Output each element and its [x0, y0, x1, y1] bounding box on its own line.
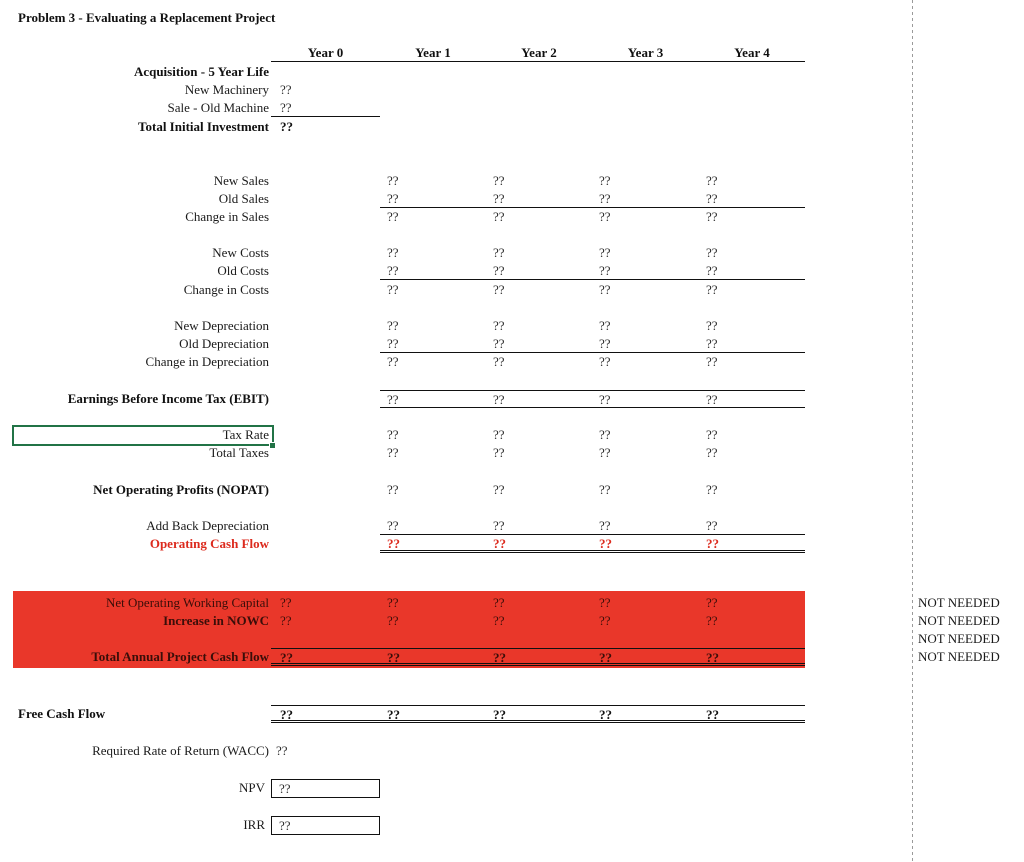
cell-old-sales-year-2[interactable]: ?? — [486, 190, 592, 208]
cell-new-costs-year-1[interactable]: ?? — [387, 245, 399, 260]
row-new-costs — [0, 244, 806, 262]
label-old-costs[interactable]: Old Costs — [217, 263, 269, 278]
label-old-sales[interactable]: Old Sales — [218, 191, 269, 206]
cell-operating-cash-flow-year-2[interactable]: ?? — [486, 535, 592, 553]
row-new-machinery — [0, 81, 806, 99]
cell-new-sales-year-1[interactable]: ?? — [387, 173, 399, 188]
cell-increase-in-nowc-year-2[interactable]: ?? — [493, 613, 505, 628]
cell-new-costs-year-4[interactable]: ?? — [706, 245, 718, 260]
cell-nopat-year-3[interactable]: ?? — [599, 482, 611, 497]
label-new-depreciation[interactable]: New Depreciation — [174, 318, 269, 333]
label-new-costs[interactable]: New Costs — [212, 245, 269, 260]
side-note-3[interactable]: NOT NEEDED — [918, 631, 1000, 646]
cell-add-back-depreciation-year-1[interactable]: ?? — [380, 517, 486, 535]
cell-nopat-year-2[interactable]: ?? — [493, 482, 505, 497]
row-npv — [0, 779, 806, 797]
cell-ebit-year-2[interactable]: ?? — [486, 390, 592, 408]
cell-operating-cash-flow-year-3[interactable]: ?? — [592, 535, 699, 553]
cell-free-cash-flow-year-3[interactable]: ?? — [592, 705, 699, 723]
cell-tax-rate-year-2[interactable]: ?? — [493, 427, 505, 442]
label-old-depreciation[interactable]: Old Depreciation — [179, 336, 269, 351]
cell-total-taxes-year-3[interactable]: ?? — [599, 445, 611, 460]
cell-old-depreciation-year-4[interactable]: ?? — [699, 335, 805, 353]
row-operating-cash-flow — [0, 535, 806, 553]
row-total-taxes — [0, 444, 806, 462]
cell-new-sales-year-2[interactable]: ?? — [493, 173, 505, 188]
side-note-4[interactable]: NOT NEEDED — [918, 649, 1000, 664]
cell-old-depreciation-year-2[interactable]: ?? — [486, 335, 592, 353]
cell-nopat-year-4[interactable]: ?? — [706, 482, 718, 497]
row-old-depreciation — [0, 335, 806, 353]
row-ebit — [0, 390, 806, 408]
cell-nopat-year-1[interactable]: ?? — [387, 482, 399, 497]
label-total-initial-investment[interactable]: Total Initial Investment — [138, 119, 269, 134]
cell-free-cash-flow-year-0[interactable]: ?? — [271, 705, 380, 723]
cell-nowc-year-1[interactable]: ?? — [387, 595, 399, 610]
cell-wacc-value[interactable]: ?? — [276, 743, 288, 758]
cell-old-costs-year-2[interactable]: ?? — [486, 262, 592, 280]
cell-change-in-sales-year-3[interactable]: ?? — [599, 209, 611, 224]
row-add-back-depreciation — [0, 517, 806, 535]
cell-increase-in-nowc-year-0[interactable]: ?? — [280, 613, 292, 628]
cell-operating-cash-flow-year-4[interactable]: ?? — [699, 535, 805, 553]
cell-ebit-year-1[interactable]: ?? — [380, 390, 486, 408]
cell-nowc-year-3[interactable]: ?? — [599, 595, 611, 610]
page-break-line — [912, 0, 913, 862]
row-change-in-sales — [0, 208, 806, 226]
cell-change-in-depreciation-year-3[interactable]: ?? — [599, 354, 611, 369]
cell-free-cash-flow-year-4[interactable]: ?? — [699, 705, 805, 723]
side-note-1[interactable]: NOT NEEDED — [918, 595, 1000, 610]
cell-new-depreciation-year-2[interactable]: ?? — [493, 318, 505, 333]
active-cell-selection — [12, 425, 274, 446]
row-new-depreciation — [0, 317, 806, 335]
row-column-headers — [0, 44, 806, 62]
label-nowc[interactable]: Net Operating Working Capital — [106, 595, 269, 610]
label-new-sales[interactable]: New Sales — [213, 173, 269, 188]
label-operating-cash-flow[interactable]: Operating Cash Flow — [149, 536, 269, 551]
label-free-cash-flow[interactable]: Free Cash Flow — [18, 706, 106, 721]
cell-total-annual-project-cash-flow-year-2[interactable]: ?? — [486, 648, 592, 666]
label-wacc[interactable]: Required Rate of Return (WACC) — [92, 743, 269, 758]
cell-old-sales-year-1[interactable]: ?? — [380, 190, 486, 208]
row-acquisition-heading — [0, 63, 806, 81]
cell-old-costs-year-4[interactable]: ?? — [699, 262, 805, 280]
cell-total-annual-project-cash-flow-year-3[interactable]: ?? — [592, 648, 699, 666]
row-increase-in-nowc — [0, 612, 806, 630]
cell-new-machinery-year-0[interactable]: ?? — [280, 82, 292, 97]
label-nopat[interactable]: Net Operating Profits (NOPAT) — [93, 482, 269, 497]
cell-change-in-depreciation-year-2[interactable]: ?? — [493, 354, 505, 369]
side-note-2[interactable]: NOT NEEDED — [918, 613, 1000, 628]
cell-change-in-costs-year-2[interactable]: ?? — [493, 282, 505, 297]
label-change-in-costs[interactable]: Change in Costs — [183, 282, 269, 297]
cell-change-in-costs-year-1[interactable]: ?? — [387, 282, 399, 297]
row-new-sales — [0, 172, 806, 190]
cell-tax-rate-year-3[interactable]: ?? — [599, 427, 611, 442]
cell-ebit-year-3[interactable]: ?? — [592, 390, 699, 408]
cell-nowc-year-0[interactable]: ?? — [280, 595, 292, 610]
label-irr[interactable]: IRR — [243, 817, 265, 832]
label-increase-in-nowc[interactable]: Increase in NOWC — [163, 613, 269, 628]
row-nowc — [0, 594, 806, 612]
row-wacc — [0, 742, 806, 760]
row-nopat — [0, 481, 806, 499]
row-free-cash-flow — [0, 705, 806, 723]
cell-total-taxes-year-2[interactable]: ?? — [493, 445, 505, 460]
row-irr — [0, 816, 806, 834]
cell-operating-cash-flow-year-1[interactable]: ?? — [380, 535, 486, 553]
cell-new-costs-year-2[interactable]: ?? — [493, 245, 505, 260]
header-year-0[interactable]: Year 0 — [271, 44, 380, 62]
row-old-sales — [0, 190, 806, 208]
label-new-machinery[interactable]: New Machinery — [184, 82, 269, 97]
cell-add-back-depreciation-year-4[interactable]: ?? — [699, 517, 805, 535]
cell-new-sales-year-4[interactable]: ?? — [706, 173, 718, 188]
header-year-4[interactable]: Year 4 — [699, 44, 805, 62]
row-old-costs — [0, 262, 806, 280]
header-year-1[interactable]: Year 1 — [380, 44, 486, 62]
row-total-initial-investment — [0, 118, 806, 136]
cell-old-costs-year-3[interactable]: ?? — [592, 262, 699, 280]
cell-total-taxes-year-4[interactable]: ?? — [706, 445, 718, 460]
cell-increase-in-nowc-year-1[interactable]: ?? — [387, 613, 399, 628]
cell-total-annual-project-cash-flow-year-4[interactable]: ?? — [699, 648, 805, 666]
label-tax-rate[interactable]: Tax Rate — [222, 427, 269, 442]
label-sale-old-machine[interactable]: Sale - Old Machine — [167, 100, 269, 115]
cell-change-in-sales-year-4[interactable]: ?? — [706, 209, 718, 224]
cell-nowc-year-2[interactable]: ?? — [493, 595, 505, 610]
cell-total-annual-project-cash-flow-year-0[interactable]: ?? — [271, 648, 380, 666]
cell-old-depreciation-year-1[interactable]: ?? — [380, 335, 486, 353]
cell-change-in-sales-year-2[interactable]: ?? — [493, 209, 505, 224]
cell-increase-in-nowc-year-4[interactable]: ?? — [706, 613, 718, 628]
label-total-annual-project-cash-flow[interactable]: Total Annual Project Cash Flow — [91, 649, 269, 664]
cell-free-cash-flow-year-2[interactable]: ?? — [486, 705, 592, 723]
cell-new-depreciation-year-3[interactable]: ?? — [599, 318, 611, 333]
label-acquisition-heading[interactable]: Acquisition - 5 Year Life — [133, 64, 269, 79]
header-year-3[interactable]: Year 3 — [592, 44, 699, 62]
cell-total-initial-investment-year-0[interactable]: ?? — [280, 119, 293, 134]
label-total-taxes[interactable]: Total Taxes — [209, 445, 269, 460]
cell-new-depreciation-year-1[interactable]: ?? — [387, 318, 399, 333]
cell-new-depreciation-year-4[interactable]: ?? — [706, 318, 718, 333]
row-change-in-costs — [0, 281, 806, 299]
header-year-2[interactable]: Year 2 — [486, 44, 592, 62]
cell-change-in-depreciation-year-4[interactable]: ?? — [706, 354, 718, 369]
cell-total-taxes-year-1[interactable]: ?? — [387, 445, 399, 460]
label-change-in-sales[interactable]: Change in Sales — [185, 209, 269, 224]
cell-add-back-depreciation-year-3[interactable]: ?? — [592, 517, 699, 535]
label-ebit[interactable]: Earnings Before Income Tax (EBIT) — [67, 391, 269, 406]
cell-ebit-year-4[interactable]: ?? — [699, 390, 805, 408]
cell-nowc-year-4[interactable]: ?? — [706, 595, 718, 610]
cell-change-in-costs-year-4[interactable]: ?? — [706, 282, 718, 297]
cell-tax-rate-year-4[interactable]: ?? — [706, 427, 718, 442]
cell-change-in-sales-year-1[interactable]: ?? — [387, 209, 399, 224]
cell-change-in-depreciation-year-1[interactable]: ?? — [387, 354, 399, 369]
cell-new-costs-year-3[interactable]: ?? — [599, 245, 611, 260]
label-add-back-depreciation[interactable]: Add Back Depreciation — [146, 518, 269, 533]
cell-old-costs-year-1[interactable]: ?? — [380, 262, 486, 280]
row-total-annual-project-cash-flow — [0, 648, 806, 666]
cell-free-cash-flow-year-1[interactable]: ?? — [380, 705, 486, 723]
label-change-in-depreciation[interactable]: Change in Depreciation — [145, 354, 269, 369]
cell-sale-old-machine-year-0[interactable]: ?? — [271, 99, 380, 117]
cell-new-sales-year-3[interactable]: ?? — [599, 173, 611, 188]
sheet-title[interactable]: Problem 3 - Evaluating a Replacement Project — [18, 10, 276, 25]
cell-old-sales-year-4[interactable]: ?? — [699, 190, 805, 208]
cell-total-annual-project-cash-flow-year-1[interactable]: ?? — [380, 648, 486, 666]
cell-tax-rate-year-1[interactable]: ?? — [387, 427, 399, 442]
cell-npv-value[interactable]: ?? — [271, 779, 380, 798]
cell-irr-value[interactable]: ?? — [271, 816, 380, 835]
cell-add-back-depreciation-year-2[interactable]: ?? — [486, 517, 592, 535]
cell-change-in-costs-year-3[interactable]: ?? — [599, 282, 611, 297]
row-sale-old-machine — [0, 99, 806, 117]
cell-increase-in-nowc-year-3[interactable]: ?? — [599, 613, 611, 628]
cell-old-sales-year-3[interactable]: ?? — [592, 190, 699, 208]
label-npv[interactable]: NPV — [238, 780, 265, 795]
cell-old-depreciation-year-3[interactable]: ?? — [592, 335, 699, 353]
row-change-in-depreciation — [0, 353, 806, 371]
